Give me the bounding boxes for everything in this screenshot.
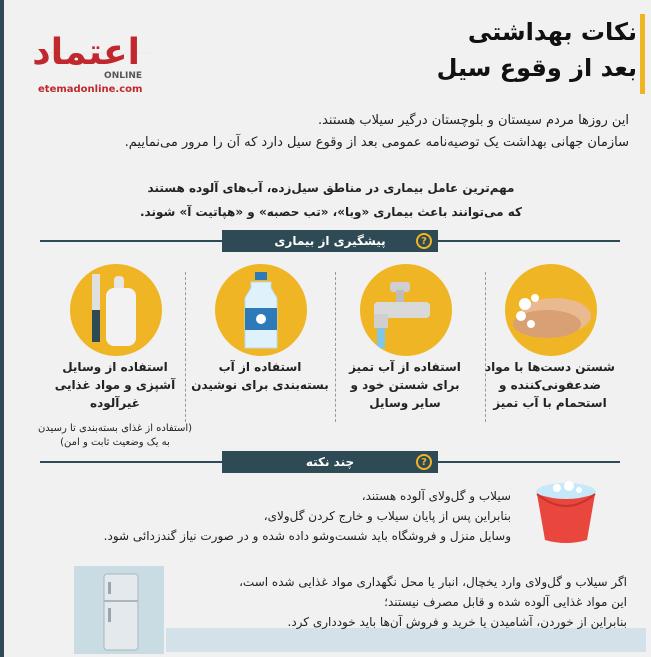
question-icon: ? (416, 233, 432, 249)
tip-2-line: این مواد غذایی آلوده شده و قابل مصرف نیستند؛ (384, 595, 627, 609)
intro-line-1: این روزها مردم سیستان و بلوچستان درگیر سیلاب هستند. (317, 113, 629, 128)
svg-text:ONLINE: ONLINE (104, 71, 142, 81)
prevention-caption: استفاده از وسایل آشپزی و مواد غذایی غیرآلوده (54, 360, 176, 410)
prevention-note: (استفاده از غذای بسته‌بندی تا رسیدن به یک وضعیت ثابت و امن) (37, 423, 193, 448)
bucket-icon (531, 478, 601, 546)
kitchen-tools-icon (70, 264, 162, 356)
svg-text:اعتماد: اعتماد (32, 32, 140, 73)
warning-line-2: که می‌توانند باعث بیماری «وبا»، «تب حصبه» و «هپاتیت آ» شوند. (140, 205, 522, 219)
prevention-header (222, 230, 438, 252)
tip-2-line: بنابراین از خوردن، آشامیدن یا خرید و فروش آن‌ها باید خودداری کرد. (287, 615, 627, 629)
tip-2 (147, 572, 627, 632)
tip-1-line: سیلاب و گل‌ولای آلوده هستند، (361, 489, 511, 503)
title-line-1: نکات بهداشتی (467, 18, 637, 46)
question-icon: ? (416, 454, 432, 470)
prevention-title: پیشگیری از بیماری (274, 234, 386, 248)
water-bottle-icon (215, 264, 307, 356)
tip-1-line: بنابراین پس از پایان سیلاب و خارج کردن گل‌ولای، (263, 509, 511, 523)
prevention-item (480, 262, 620, 452)
tip-2-line: اگر سیلاب و گل‌ولای وارد یخچال، انبار یا محل نگهداری مواد غذایی شده است، (239, 575, 627, 589)
faucet-icon (360, 264, 452, 356)
site-logo[interactable] (30, 22, 160, 102)
prevention-item (190, 262, 330, 452)
tip-1-line: وسایل منزل و فروشگاه باید شست‌وشو داده شده و در صورت نیاز گندزدائی شود. (103, 529, 511, 543)
warning-text (101, 176, 561, 224)
logo-mark-icon (30, 22, 150, 82)
intro-line-2: سازمان جهانی بهداشت یک توصیه‌نامه عمومی بعد از وقوع سیل دارد که آن را مرور می‌نماییم. (124, 135, 629, 150)
site-url[interactable]: etemadonline.com (38, 84, 143, 95)
title-block (417, 14, 637, 86)
warning-line-1: مهم‌ترین عامل بیماری در مناطق سیل‌زده، آب‌های آلوده هستند (147, 181, 515, 195)
hand-washing-icon (505, 264, 597, 356)
intro-text (29, 110, 629, 154)
prevention-item (37, 262, 193, 452)
prevention-caption: استفاده از آب بسته‌بندی برای نوشیدن (191, 360, 329, 392)
tips-title: چند نکته (305, 455, 355, 469)
title-line-2: بعد از وقوع سیل (436, 54, 637, 82)
prevention-caption: استفاده از آب تمیز برای شستن خود و سایر وسایل (349, 360, 461, 410)
prevention-item (335, 262, 475, 452)
title-accent (635, 14, 645, 94)
prevention-list (37, 262, 620, 452)
tip-1 (71, 486, 511, 546)
tips-header (222, 451, 438, 473)
prevention-caption: شستن دست‌ها با مواد ضدعفونی‌کننده و استحمام با آب تمیز (485, 360, 615, 410)
